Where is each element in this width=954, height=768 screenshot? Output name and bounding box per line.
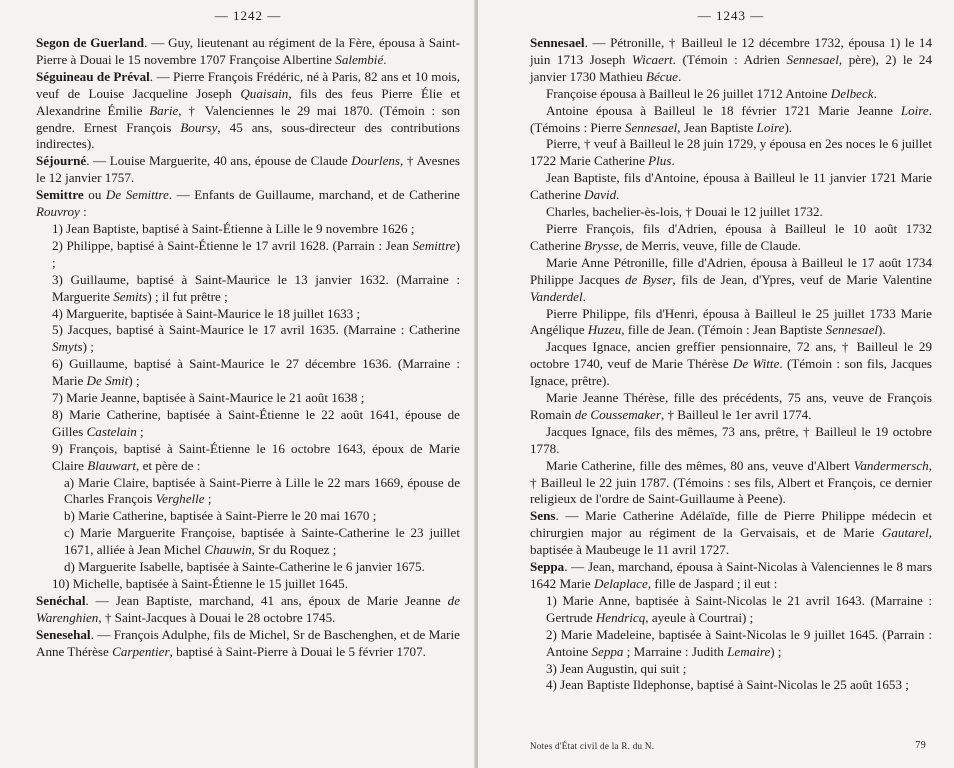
text-run: , et père de : (136, 457, 201, 473)
text-run: ; (204, 491, 212, 507)
list-item (36, 322, 460, 356)
text-run: ; Marraine : Judith (623, 643, 728, 659)
entry-heading: Semittre (36, 187, 84, 203)
text-run: 4) Marguerite, baptisée à Saint-Maurice le 18 juillet 1633 ; (52, 305, 361, 321)
text-run: 1) Jean Baptiste, baptisé à Saint-Étienne à Lille le 9 novembre 1626 ; (52, 220, 415, 236)
text-run: . — (86, 153, 110, 169)
entry-heading: Sens (530, 508, 556, 524)
italic-name: de Coussemaker (574, 406, 661, 422)
text-run: Charles, bachelier-ès-lois, † Douai le 12 juillet 1732. (546, 204, 823, 220)
list-item (36, 221, 460, 238)
list-item (36, 559, 460, 576)
text-run: , fils de Jean, d'Ypres, veuf de Marie Valentine (672, 271, 932, 287)
text-run: . — (564, 559, 588, 575)
text-run: Pierre François Frédéric, né à Paris, 82 ans et 10 mois, veuf de Louise Jacqueline Joseph (36, 68, 461, 101)
text-run: . (582, 288, 586, 304)
list-item (530, 593, 932, 627)
text-run: Guy, lieutenant au régiment de la Fère, épousa à Saint-Pierre à Douai le 15 novembre 1707 Françoise Albertine (36, 35, 460, 67)
text-run: ou (83, 187, 106, 203)
list-item (36, 441, 460, 475)
text-run: Pétronille, † Bailleul le 12 décembre 1732, épousa 1) le 14 juin 1713 Joseph (530, 35, 932, 67)
page-number: — 1243 — (697, 8, 765, 23)
italic-name: Boursy (180, 119, 218, 135)
italic-name: Rouvroy (36, 204, 80, 220)
italic-name: Carpentier (112, 643, 170, 659)
entry-paragraph (530, 204, 932, 221)
text-run: . — (85, 592, 116, 608)
text-run: ). (878, 322, 886, 338)
text-run: 2) Marie Madeleine, baptisée à Saint-Nicolas le 9 juillet 1645. (Parrain : Antoine (546, 626, 932, 659)
entry-paragraph (530, 103, 932, 137)
text-run: ) ; (82, 339, 94, 355)
italic-name: Wicaert (631, 51, 673, 67)
italic-name: Gautarel (881, 525, 929, 541)
footer-note (530, 741, 932, 751)
text-run: ) ; (52, 237, 460, 270)
text-run: , † Bailleul le 22 juin 1787. (Témoins : ses fils, Albert et François, ce dernier religieux de l'ordre de Saint-Guillaume à Peene). (530, 457, 932, 507)
text-run: 2) Philippe, baptisé à Saint-Étienne le 17 avril 1628. (Parrain : Jean (52, 237, 413, 253)
text-run: . (Témoins : Pierre (530, 102, 932, 135)
italic-name: Huzeu (587, 322, 622, 338)
entry (530, 35, 932, 86)
italic-name: De Witte (732, 356, 780, 372)
italic-name: Smyts (52, 339, 83, 355)
text-run: d) Marguerite Isabelle, baptisée à Sainte-Catherine le 6 janvier 1675. (64, 559, 425, 575)
text-run: ; (136, 423, 144, 439)
entry (36, 153, 460, 187)
list-item (36, 272, 460, 306)
text-run: , Sr du Roquez ; (251, 542, 337, 558)
entry-paragraph (530, 306, 932, 340)
entry (36, 627, 460, 661)
list-item (36, 525, 460, 559)
text-run: . (Témoin : Adrien (672, 51, 787, 67)
entry-heading: Senesehal (36, 626, 91, 642)
text-run: : (79, 204, 87, 220)
entry (36, 593, 460, 627)
text-run: , fille de Jean. (Témoin : Jean Baptiste (621, 322, 826, 338)
text-run: 7) Marie Jeanne, baptisée à Saint-Maurice le 21 août 1638 ; (52, 390, 365, 406)
text-run: , baptisé à Saint-Pierre à Douai le 5 février 1707. (169, 643, 426, 659)
italic-name: Loire (756, 119, 785, 135)
italic-name: de Byser (624, 271, 673, 287)
italic-name: Semittre (412, 237, 456, 253)
list-item (36, 475, 460, 509)
text-run: . (873, 85, 877, 101)
italic-name: De Smit (86, 373, 129, 389)
text-run: . (671, 153, 675, 169)
text-run: Jean, marchand, épousa à Saint-Nicolas à Valenciennes le 8 mars 1642 Marie (530, 559, 932, 591)
text-run: Pierre François, fils d'Adrien, épousa à Bailleul le 10 août 1732 Catherine (530, 220, 932, 253)
page-number: — 1242 — (214, 8, 282, 23)
entry (530, 559, 932, 593)
list-item (36, 238, 460, 272)
entry-heading: Sennesael (530, 35, 585, 50)
text-run: , fille de Jaspard ; il eut : (647, 576, 778, 591)
entry-heading: Seppa (530, 559, 565, 575)
text-run: , de Merris, veuve, fille de Claude. (619, 237, 801, 253)
text-run: . — (149, 68, 174, 84)
italic-name: Salembié (335, 51, 384, 67)
text-run: , † Valenciennes le 29 mai 1870. (Témoin : son gendre. Ernest François (36, 102, 461, 135)
text-run: , fils des feus Pierre Élie et Alexandrine Émilie (36, 85, 461, 118)
italic-name: Delbeck (830, 85, 874, 101)
text-run: c) Marie Marguerite Françoise, baptisée à Sainte-Catherine le 23 juillet 1671, alliée à Jean Michel (64, 525, 460, 558)
text-run: ) ; (128, 373, 140, 389)
italic-name: Chauwin (204, 542, 252, 558)
entry-paragraph (530, 136, 932, 170)
italic-name: Castelain (86, 423, 137, 439)
text-run: , père), 2) le 24 janvier 1730 Mathieu (530, 51, 933, 84)
list-item (36, 390, 460, 407)
text-run: . (616, 187, 620, 203)
text-run: Marie Anne Pétronille, fille d'Adrien, épousa à Bailleul le 17 août 1734 Philippe Jacques (530, 254, 932, 287)
italic-name: Semits (113, 288, 148, 304)
italic-name: De Semittre (105, 187, 169, 203)
list-item (36, 306, 460, 323)
entry-heading: Senéchal (36, 592, 86, 608)
text-run: , baptisée à Maubeuge le 11 avril 1727. (530, 525, 932, 558)
text-run: Jean Baptiste, fils d'Antoine, épousa à Bailleul le 11 janvier 1721 Marie Catherine (530, 170, 932, 203)
entry (36, 187, 460, 221)
list-item (36, 508, 460, 525)
entry-paragraph (530, 221, 932, 255)
entry (530, 508, 932, 559)
text-run: ) ; il fut prêtre ; (147, 288, 228, 304)
text-run: Marie Catherine, fille des mêmes, 80 ans, veuve d'Albert (546, 457, 854, 473)
text-run: . — (555, 508, 586, 524)
entry (36, 35, 460, 69)
italic-name: Delaplace (594, 576, 648, 591)
entry-heading: Séguineau de Préval (36, 68, 150, 84)
text-run: 4) Jean Baptiste Ildephonse, baptisé à Saint-Nicolas le 25 août 1653 ; (546, 677, 909, 693)
italic-name: Barie (149, 102, 179, 118)
text-run: 8) Marie Catherine, baptisée à Saint-Étienne le 22 août 1641, épouse de Gilles (52, 406, 460, 439)
text-run: . — (90, 626, 114, 642)
text-run: Pierre, † veuf à Bailleul le 28 juin 1729, y épousa en 2es noces le 6 juillet 1722 Marie Catherine (530, 136, 932, 169)
text-run: . (677, 68, 682, 84)
text-run: , † Bailleul le 1er avril 1774. (660, 406, 812, 422)
italic-name: David (584, 187, 617, 203)
text-run: , 45 ans, sous-directeur des contributions indirectes). (36, 119, 461, 152)
text-run: . (Témoin : son fils, Jacques Ignace, prêtre). (530, 356, 933, 389)
italic-name: Quaisain (240, 85, 289, 101)
italic-name: Verghelle (155, 491, 205, 507)
list-item (36, 356, 460, 390)
italic-name: Lemaire (727, 643, 771, 659)
list-item (36, 576, 460, 593)
text-run: ) ; (770, 643, 782, 659)
italic-name: Vandermersch (853, 457, 929, 473)
italic-name: Bécue (646, 68, 678, 84)
text-run: 9) François, baptisé à Saint-Étienne le 16 octobre 1643, époux de Marie Claire (52, 440, 460, 473)
text-run: . — (144, 35, 169, 50)
entry-paragraph (530, 170, 932, 204)
entry-paragraph (530, 458, 932, 509)
text-run: Marie Jeanne Thérèse, fille des précédents, 75 ans, veuve de François Romain (530, 390, 932, 422)
text-run: b) Marie Catherine, baptisée à Saint-Pierre le 20 mai 1670 ; (64, 508, 377, 524)
text-run: François Adulphe, fils de Michel, Sr de Baschenghen, et de Marie Anne Thérèse (36, 626, 460, 659)
text-run: 10) Michelle, baptisée à Saint-Étienne le 15 juillet 1645. (52, 576, 348, 591)
text-run: Marie Catherine Adélaïde, fille de Pierre Philippe médecin et chirurgien major au régiment de la Gervaisais, et de Marie (530, 508, 932, 541)
text-run: . — (584, 35, 611, 50)
entry-paragraph (530, 339, 932, 390)
text-run: 5) Jacques, baptisé à Saint-Maurice le 17 avril 1635. (Marraine : Catherine (52, 322, 460, 338)
text-run: , ayeule à Courtrai) ; (645, 609, 754, 625)
right-page (478, 0, 954, 768)
entry (36, 69, 460, 154)
italic-name: Blauwart (87, 457, 137, 473)
list-item (530, 661, 932, 678)
text-run: , Jean Baptiste (677, 119, 757, 135)
footer-text: Notes d'État civil de la R. du N. (530, 741, 655, 751)
entry-paragraph (530, 255, 932, 306)
entry-paragraph (530, 390, 932, 424)
text-run: 1) Marie Anne, baptisée à Saint-Nicolas le 21 avril 1643. (Marraine : Gertrude (546, 592, 932, 625)
italic-name: Hendricq (595, 609, 646, 625)
italic-name: Sennesael (624, 119, 678, 135)
text-run: Jacques Ignace, fils des mêmes, 73 ans, prêtre, † Bailleul le 19 octobre 1778. (530, 423, 932, 456)
text-run: , † Saint-Jacques à Douai le 28 octobre 1745. (98, 609, 336, 625)
italic-name: Plus (648, 153, 672, 169)
text-run: Enfants de Guillaume, marchand, et de Catherine (194, 187, 460, 203)
text-run: Jacques Ignace, ancien greffier pensionnaire, 72 ans, † Bailleul le 29 octobre 1740, veuf de Marie Thérèse (530, 339, 932, 372)
list-item (530, 627, 932, 661)
text-run: , † Avesnes le 12 janvier 1757. (36, 153, 460, 186)
italic-name: Vanderdel (530, 288, 583, 304)
italic-name: Sennesael (786, 51, 839, 67)
list-item (36, 407, 460, 441)
italic-name: Brysse (584, 237, 620, 253)
entry-paragraph (530, 86, 932, 103)
text-run: a) Marie Claire, baptisée à Saint-Pierre à Lille le 22 mars 1669, épouse de Charles François (64, 474, 460, 507)
text-run: Françoise épousa à Bailleul le 26 juillet 1712 Antoine (546, 85, 831, 101)
entry-paragraph (530, 424, 932, 458)
text-run: 3) Guillaume, baptisé à Saint-Maurice le 13 janvier 1632. (Marraine : Marguerite (52, 271, 460, 304)
footer-page-number: 79 (915, 740, 926, 751)
left-page (0, 0, 476, 768)
text-run: Antoine épousa à Bailleul le 18 février 1721 Marie Jeanne (546, 102, 901, 118)
italic-name: de Warenghien (36, 592, 461, 625)
text-run: . (383, 51, 387, 67)
left-page-body (36, 35, 460, 661)
text-run: Jean Baptiste, marchand, 41 ans, époux de Marie Jeanne (115, 592, 448, 608)
text-run: 3) Jean Augustin, qui suit ; (546, 660, 687, 676)
list-item (530, 677, 932, 694)
text-run: Louise Marguerite, 40 ans, épouse de Claude (109, 153, 352, 169)
entry-heading: Segon de Guerland (36, 35, 145, 50)
italic-name: Seppa (591, 643, 624, 659)
italic-name: Sennesael (825, 322, 879, 338)
italic-name: Dourlens (351, 153, 401, 169)
text-run: ). (784, 119, 793, 135)
text-run: Pierre Philippe, fils d'Henri, épousa à Bailleul le 25 juillet 1733 Marie Angélique (530, 305, 932, 338)
text-run: . — (168, 187, 195, 203)
right-page-body (530, 35, 932, 694)
text-run: 6) Guillaume, baptisé à Saint-Maurice le 27 décembre 1636. (Marraine : Marie (52, 356, 460, 389)
italic-name: Loire (900, 102, 929, 118)
entry-heading: Séjourné (36, 153, 87, 169)
